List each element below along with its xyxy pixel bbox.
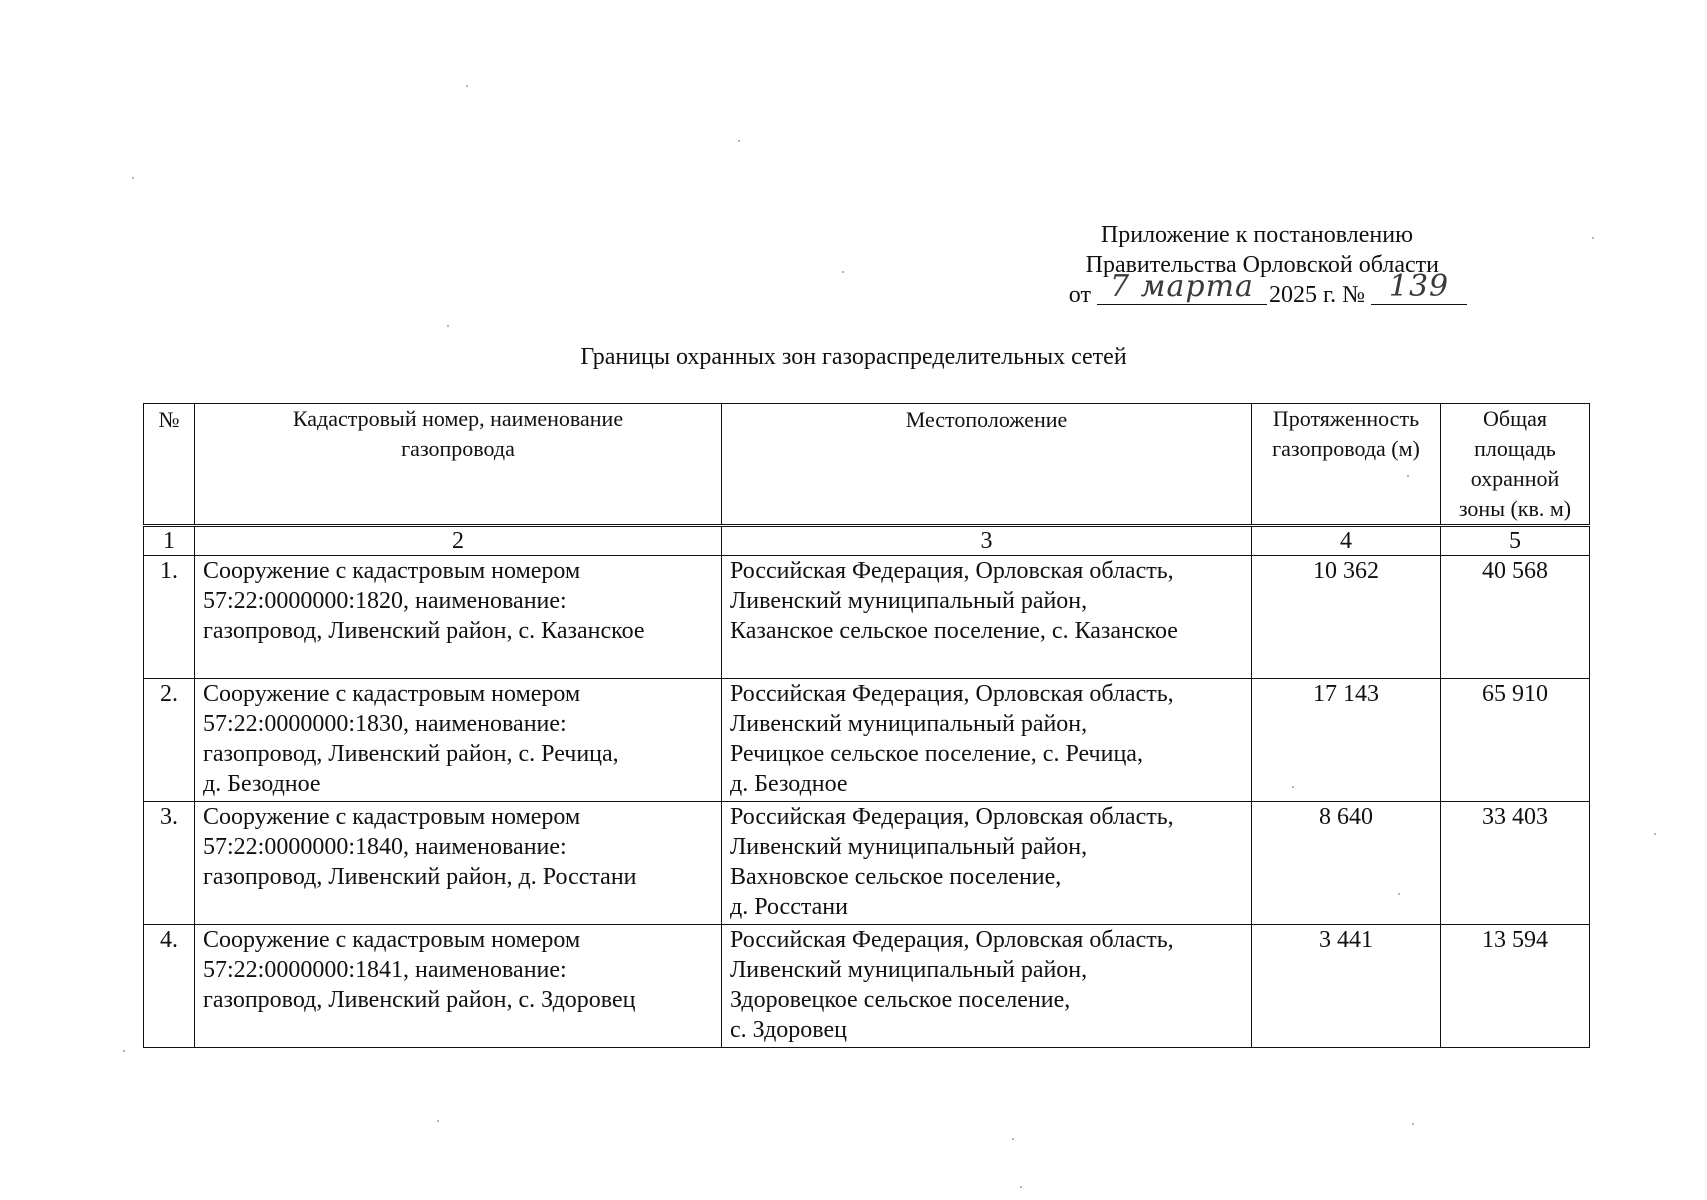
- scan-speck: [1012, 1138, 1014, 1140]
- row-location-line: Российская Федерация, Орловская область,: [730, 927, 1174, 953]
- row-name: [195, 802, 722, 925]
- row-location: [722, 925, 1252, 1048]
- handwritten-number: 139: [1388, 269, 1450, 304]
- row-location-line: Казанское сельское поселение, с. Казанское: [730, 618, 1178, 644]
- row-name-line: Сооружение с кадастровым номером: [203, 681, 581, 707]
- row-length: 8 640: [1252, 802, 1441, 925]
- table-row: [144, 556, 1590, 679]
- row-location-line: Здоровецкое сельское поселение,: [730, 987, 1071, 1013]
- table-row: [144, 679, 1590, 802]
- header-area: Общая площадь охранной зоны (кв. м): [1441, 404, 1590, 526]
- approval-stamp-block: [979, 220, 1450, 310]
- row-name-line: газопровод, Ливенский район, с. Здоровец: [203, 987, 636, 1013]
- row-name: [195, 556, 722, 679]
- row-number: 1.: [144, 556, 195, 679]
- scan-speck: [1020, 1186, 1022, 1188]
- row-name-line: Сооружение с кадастровым номером: [203, 804, 581, 830]
- column-number: 2: [195, 526, 722, 556]
- row-location-line: д. Росстани: [730, 894, 848, 920]
- row-number: 4.: [144, 925, 195, 1048]
- approval-number-blank: [1371, 269, 1467, 305]
- row-name-line: 57:22:0000000:1830, наименование:: [203, 711, 567, 737]
- row-name-line: Сооружение с кадастровым номером: [203, 558, 581, 584]
- scan-speck: [842, 271, 844, 273]
- row-name-line: газопровод, Ливенский район, с. Речица,: [203, 741, 619, 767]
- column-number: 4: [1252, 526, 1441, 556]
- row-name-line: 57:22:0000000:1841, наименование:: [203, 957, 567, 983]
- approval-from-prefix: от: [1068, 282, 1091, 308]
- row-area: 40 568: [1441, 556, 1590, 679]
- row-location: [722, 556, 1252, 679]
- row-length: 17 143: [1252, 679, 1441, 802]
- approval-line-government: Правительства Орловской области: [1085, 252, 1439, 278]
- row-length: 3 441: [1252, 925, 1441, 1048]
- row-location-line: Ливенский муниципальный район,: [730, 588, 1088, 614]
- row-name-line: 57:22:0000000:1820, наименование:: [203, 588, 567, 614]
- row-location-line: Ливенский муниципальный район,: [730, 711, 1088, 737]
- gas-zones-table: [143, 403, 1590, 1048]
- row-name: [195, 925, 722, 1048]
- row-location-line: Ливенский муниципальный район,: [730, 834, 1088, 860]
- scan-speck: [123, 1050, 125, 1052]
- row-number: 3.: [144, 802, 195, 925]
- row-location-line: Речицкое сельское поселение, с. Речица,: [730, 741, 1143, 767]
- row-location-line: Ливенский муниципальный район,: [730, 957, 1088, 983]
- approval-year-text: 2025 г. №: [1268, 282, 1365, 308]
- row-location-line: Вахновское сельское поселение,: [730, 864, 1062, 890]
- header-location: Местоположение: [722, 404, 1252, 526]
- row-name: [195, 679, 722, 802]
- column-number: 1: [144, 526, 195, 556]
- row-name-line: 57:22:0000000:1840, наименование:: [203, 834, 567, 860]
- row-area: 33 403: [1441, 802, 1590, 925]
- scan-speck: [1412, 1123, 1414, 1125]
- handwritten-date: 7 марта: [1109, 269, 1254, 304]
- row-name-line: Сооружение с кадастровым номером: [203, 927, 581, 953]
- header-name: Кадастровый номер, наименование газопровода: [195, 404, 722, 526]
- header-num: №: [144, 404, 195, 526]
- row-area: 13 594: [1441, 925, 1590, 1048]
- approval-date-blank: [1097, 269, 1267, 305]
- column-numbering-row: [144, 526, 1590, 556]
- row-location-line: Российская Федерация, Орловская область,: [730, 558, 1174, 584]
- column-number: 5: [1441, 526, 1590, 556]
- approval-line-date-number: [979, 269, 1467, 310]
- row-location-line: Российская Федерация, Орловская область,: [730, 681, 1174, 707]
- document-title: Границы охранных зон газораспределительных сетей: [580, 344, 1127, 370]
- scan-speck: [1592, 237, 1594, 239]
- row-location: [722, 679, 1252, 802]
- row-name-line: д. Безодное: [203, 771, 321, 797]
- header-length: Протяженность газопровода (м): [1252, 404, 1441, 526]
- row-location: [722, 802, 1252, 925]
- table-row: [144, 802, 1590, 925]
- scan-speck: [437, 1120, 439, 1122]
- approval-line-appendix: Приложение к постановлению: [1100, 222, 1413, 248]
- scan-speck: [466, 85, 468, 87]
- row-location-line: с. Здоровец: [730, 1017, 847, 1043]
- column-number: 3: [722, 526, 1252, 556]
- row-location-line: д. Безодное: [730, 771, 848, 797]
- row-location-line: Российская Федерация, Орловская область,: [730, 804, 1174, 830]
- row-name-line: газопровод, Ливенский район, д. Росстани: [203, 864, 637, 890]
- row-number: 2.: [144, 679, 195, 802]
- table-row: [144, 925, 1590, 1048]
- row-area: 65 910: [1441, 679, 1590, 802]
- scan-speck: [1654, 833, 1656, 835]
- row-name-line: газопровод, Ливенский район, с. Казанское: [203, 618, 645, 644]
- scan-speck: [132, 177, 134, 179]
- table-header-row: [144, 404, 1590, 526]
- scan-speck: [738, 140, 740, 142]
- row-length: 10 362: [1252, 556, 1441, 679]
- scan-speck: [447, 325, 449, 327]
